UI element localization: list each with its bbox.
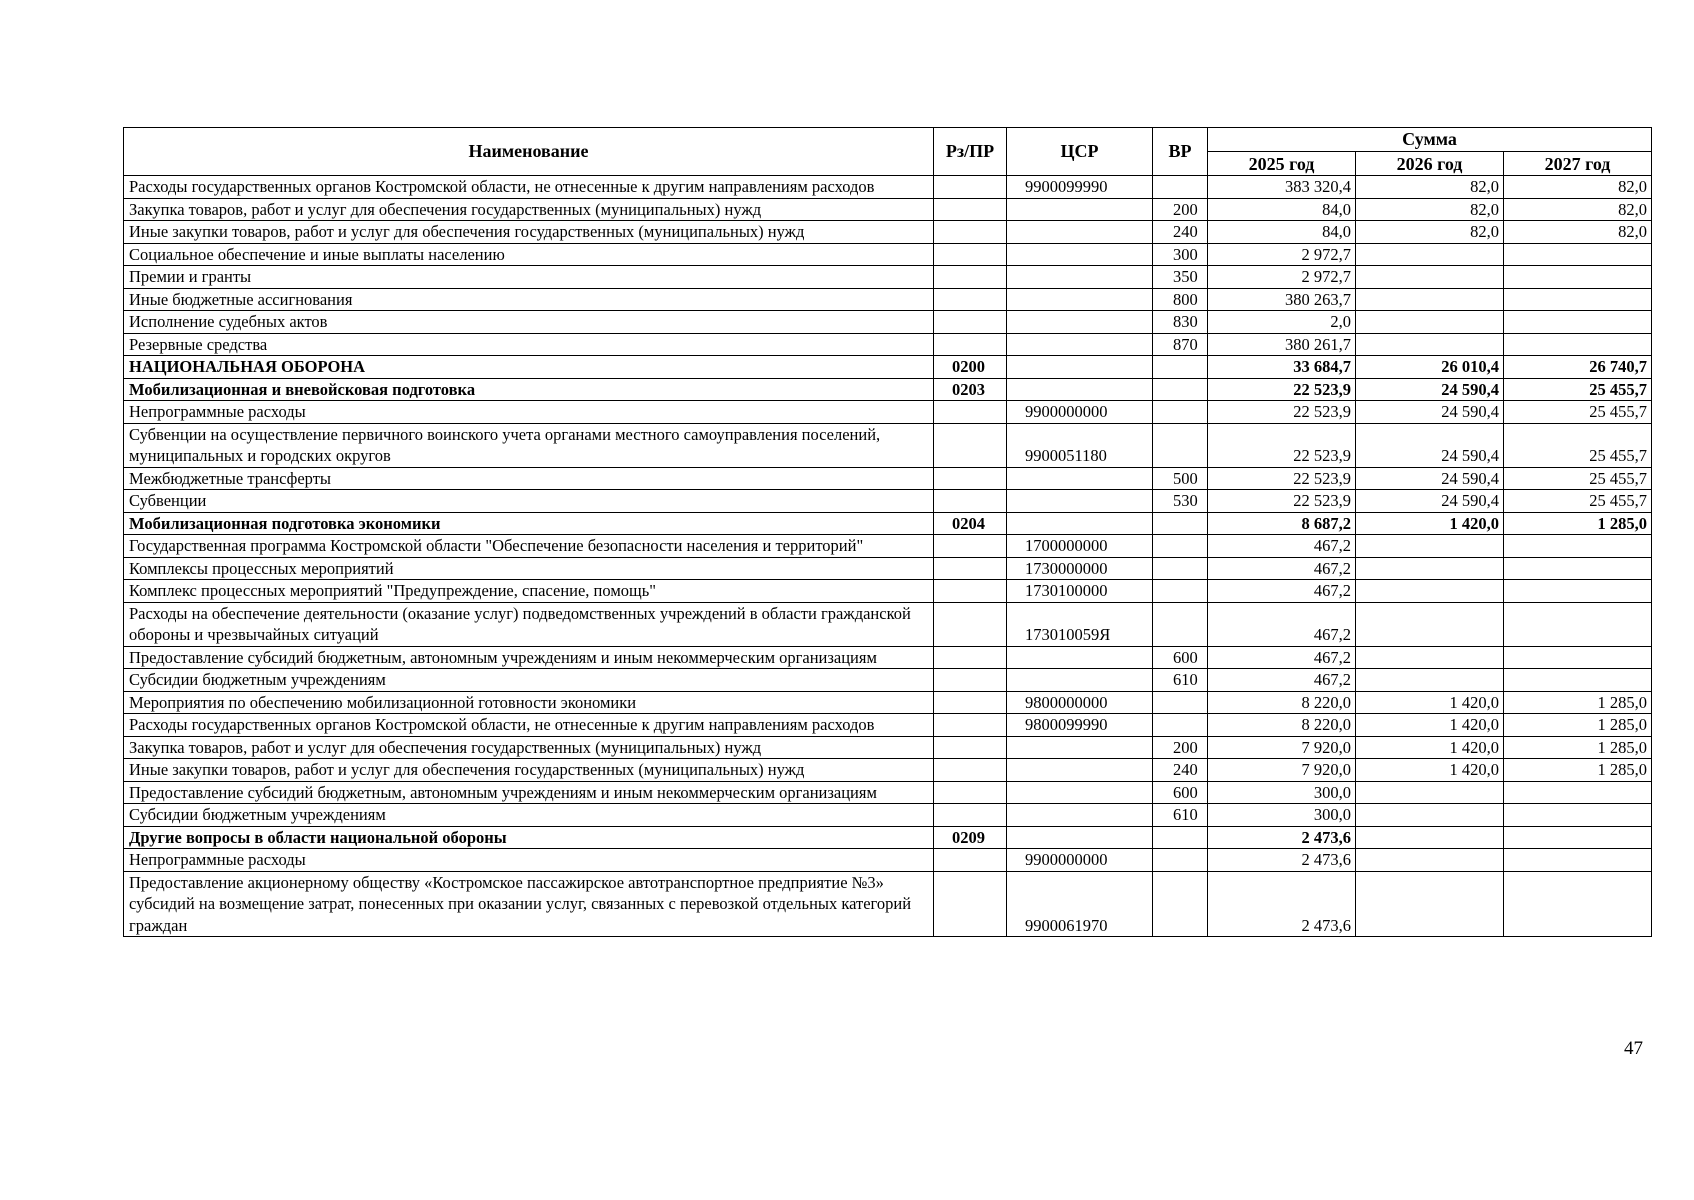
cell-2025: 8 687,2 [1208,512,1356,535]
table-row [124,736,1652,759]
cell-rzpr: 0203 [934,378,1007,401]
cell-csr [1007,266,1153,289]
table-row [124,557,1652,580]
cell-rzpr [934,333,1007,356]
cell-vr: 600 [1153,781,1208,804]
cell-2027: 1 285,0 [1504,759,1652,782]
cell-2027: 25 455,7 [1504,490,1652,513]
cell-csr [1007,356,1153,379]
cell-2026: 82,0 [1356,198,1504,221]
cell-name: Комплекс процессных мероприятий "Предупреждение, спасение, помощь" [124,580,934,603]
cell-2026 [1356,849,1504,872]
cell-name: Субвенции на осуществление первичного воинского учета органами местного самоуправления поселений, муниципальных и городских округов [124,423,934,467]
table-row [124,467,1652,490]
cell-name: Мобилизационная подготовка экономики [124,512,934,535]
cell-2027 [1504,333,1652,356]
cell-name: Предоставление акционерному обществу «Костромское пассажирское автотранспортное предприятие №3» субсидий на возмещение затрат, понесенных при оказании услуг, связанных с перевозкой отдельных категорий граждан [124,871,934,937]
cell-name: Мобилизационная и вневойсковая подготовка [124,378,934,401]
cell-vr [1153,580,1208,603]
cell-2026 [1356,557,1504,580]
cell-2025: 7 920,0 [1208,736,1356,759]
cell-2026: 24 590,4 [1356,423,1504,467]
cell-2025: 380 261,7 [1208,333,1356,356]
cell-csr [1007,669,1153,692]
cell-2027 [1504,535,1652,558]
cell-2025: 2 473,6 [1208,849,1356,872]
cell-name: Закупка товаров, работ и услуг для обеспечения государственных (муниципальных) нужд [124,198,934,221]
cell-rzpr [934,266,1007,289]
table-header [124,128,1652,176]
cell-csr: 1730000000 [1007,557,1153,580]
cell-csr [1007,759,1153,782]
cell-2026: 1 420,0 [1356,691,1504,714]
cell-2026: 24 590,4 [1356,378,1504,401]
cell-csr [1007,490,1153,513]
cell-vr [1153,602,1208,646]
table-row [124,535,1652,558]
cell-vr [1153,871,1208,937]
cell-2027 [1504,781,1652,804]
table-row [124,288,1652,311]
cell-2027: 82,0 [1504,198,1652,221]
table-row [124,759,1652,782]
cell-2025: 33 684,7 [1208,356,1356,379]
cell-2025: 7 920,0 [1208,759,1356,782]
budget-table [123,127,1652,937]
cell-2026 [1356,266,1504,289]
cell-vr [1153,849,1208,872]
cell-vr [1153,826,1208,849]
cell-2027 [1504,580,1652,603]
header-csr: ЦСР [1007,128,1153,176]
cell-vr: 500 [1153,467,1208,490]
table-row [124,871,1652,937]
cell-2025: 22 523,9 [1208,423,1356,467]
cell-2026: 26 010,4 [1356,356,1504,379]
table-row [124,198,1652,221]
cell-name: Расходы на обеспечение деятельности (оказание услуг) подведомственных учреждений в области гражданской обороны и чрезвычайных ситуаций [124,602,934,646]
cell-2026: 24 590,4 [1356,467,1504,490]
cell-vr [1153,512,1208,535]
cell-2027 [1504,602,1652,646]
cell-2027: 1 285,0 [1504,691,1652,714]
cell-2026 [1356,871,1504,937]
cell-vr [1153,378,1208,401]
cell-2026 [1356,243,1504,266]
cell-2027 [1504,557,1652,580]
table-row [124,669,1652,692]
table-row [124,512,1652,535]
cell-2026: 24 590,4 [1356,401,1504,424]
cell-2026 [1356,646,1504,669]
cell-csr: 9800099990 [1007,714,1153,737]
cell-vr [1153,423,1208,467]
cell-csr [1007,333,1153,356]
cell-name: Резервные средства [124,333,934,356]
cell-vr: 830 [1153,311,1208,334]
cell-rzpr [934,580,1007,603]
cell-name: Социальное обеспечение и иные выплаты населению [124,243,934,266]
table-row [124,333,1652,356]
cell-rzpr [934,669,1007,692]
cell-2025: 467,2 [1208,535,1356,558]
cell-rzpr [934,535,1007,558]
cell-rzpr [934,243,1007,266]
cell-vr: 200 [1153,198,1208,221]
cell-2026 [1356,826,1504,849]
cell-2027: 25 455,7 [1504,401,1652,424]
cell-csr [1007,198,1153,221]
cell-csr: 9900000000 [1007,849,1153,872]
cell-rzpr [934,781,1007,804]
cell-name: Предоставление субсидий бюджетным, автономным учреждениям и иным некоммерческим организациям [124,781,934,804]
table-row [124,691,1652,714]
cell-csr: 9900000000 [1007,401,1153,424]
cell-2026: 1 420,0 [1356,714,1504,737]
cell-name: Комплексы процессных мероприятий [124,557,934,580]
cell-2026 [1356,311,1504,334]
table-row [124,602,1652,646]
cell-2027: 25 455,7 [1504,423,1652,467]
table-row [124,804,1652,827]
cell-2026 [1356,804,1504,827]
cell-name: Непрограммные расходы [124,849,934,872]
cell-2026 [1356,781,1504,804]
table-row [124,849,1652,872]
cell-rzpr [934,736,1007,759]
cell-csr: 9900099990 [1007,176,1153,199]
cell-rzpr [934,691,1007,714]
cell-2026: 1 420,0 [1356,759,1504,782]
cell-vr: 240 [1153,221,1208,244]
cell-2026 [1356,580,1504,603]
cell-csr: 9900061970 [1007,871,1153,937]
cell-name: Закупка товаров, работ и услуг для обеспечения государственных (муниципальных) нужд [124,736,934,759]
cell-2027: 26 740,7 [1504,356,1652,379]
cell-name: Премии и гранты [124,266,934,289]
cell-csr [1007,826,1153,849]
cell-csr [1007,243,1153,266]
cell-name: Исполнение судебных актов [124,311,934,334]
cell-2026 [1356,333,1504,356]
cell-rzpr [934,423,1007,467]
cell-rzpr [934,804,1007,827]
header-name: Наименование [124,128,934,176]
cell-2026 [1356,602,1504,646]
cell-vr [1153,557,1208,580]
cell-2027 [1504,826,1652,849]
cell-rzpr [934,759,1007,782]
cell-2025: 84,0 [1208,221,1356,244]
cell-2026 [1356,669,1504,692]
cell-2026: 24 590,4 [1356,490,1504,513]
cell-rzpr [934,557,1007,580]
cell-2027 [1504,871,1652,937]
cell-csr [1007,781,1153,804]
cell-2025: 467,2 [1208,602,1356,646]
cell-vr [1153,401,1208,424]
cell-2027: 1 285,0 [1504,512,1652,535]
cell-vr: 530 [1153,490,1208,513]
cell-2027: 25 455,7 [1504,378,1652,401]
cell-rzpr [934,176,1007,199]
cell-2027 [1504,646,1652,669]
cell-name: Иные бюджетные ассигнования [124,288,934,311]
cell-name: Другие вопросы в области национальной обороны [124,826,934,849]
cell-2026 [1356,535,1504,558]
cell-2025: 22 523,9 [1208,490,1356,513]
cell-csr: 1700000000 [1007,535,1153,558]
header-sum: Сумма [1208,128,1652,152]
cell-rzpr: 0209 [934,826,1007,849]
cell-name: Расходы государственных органов Костромской области, не отнесенные к другим направлениям расходов [124,714,934,737]
table-row [124,423,1652,467]
cell-csr: 173010059Я [1007,602,1153,646]
cell-csr [1007,288,1153,311]
cell-vr [1153,176,1208,199]
cell-2025: 467,2 [1208,646,1356,669]
table-row [124,378,1652,401]
cell-vr: 800 [1153,288,1208,311]
cell-csr [1007,311,1153,334]
cell-name: Межбюджетные трансферты [124,467,934,490]
cell-2027 [1504,266,1652,289]
cell-vr: 610 [1153,669,1208,692]
cell-rzpr [934,849,1007,872]
cell-csr: 9800000000 [1007,691,1153,714]
cell-2025: 22 523,9 [1208,401,1356,424]
cell-vr: 200 [1153,736,1208,759]
header-year-2026: 2026 год [1356,152,1504,176]
table-row [124,826,1652,849]
cell-2026: 1 420,0 [1356,512,1504,535]
table-row [124,243,1652,266]
cell-csr [1007,467,1153,490]
table-row [124,176,1652,199]
cell-2025: 2,0 [1208,311,1356,334]
cell-2025: 467,2 [1208,557,1356,580]
cell-2025: 467,2 [1208,580,1356,603]
cell-csr: 9900051180 [1007,423,1153,467]
cell-2027 [1504,288,1652,311]
cell-csr: 1730100000 [1007,580,1153,603]
table-row [124,490,1652,513]
cell-name: Субвенции [124,490,934,513]
cell-rzpr [934,871,1007,937]
cell-csr [1007,221,1153,244]
cell-vr: 870 [1153,333,1208,356]
cell-vr: 600 [1153,646,1208,669]
table-body [124,176,1652,937]
cell-rzpr [934,311,1007,334]
header-vr: ВР [1153,128,1208,176]
cell-2025: 2 972,7 [1208,243,1356,266]
cell-name: Предоставление субсидий бюджетным, автономным учреждениям и иным некоммерческим организациям [124,646,934,669]
cell-2025: 22 523,9 [1208,378,1356,401]
cell-2025: 22 523,9 [1208,467,1356,490]
cell-csr [1007,512,1153,535]
cell-rzpr: 0200 [934,356,1007,379]
cell-vr: 610 [1153,804,1208,827]
cell-2025: 467,2 [1208,669,1356,692]
cell-2027: 25 455,7 [1504,467,1652,490]
cell-name: НАЦИОНАЛЬНАЯ ОБОРОНА [124,356,934,379]
cell-2027 [1504,849,1652,872]
cell-2027: 1 285,0 [1504,714,1652,737]
cell-2025: 8 220,0 [1208,714,1356,737]
cell-name: Субсидии бюджетным учреждениям [124,804,934,827]
cell-2025: 84,0 [1208,198,1356,221]
cell-name: Иные закупки товаров, работ и услуг для обеспечения государственных (муниципальных) нужд [124,221,934,244]
cell-vr [1153,691,1208,714]
cell-2025: 300,0 [1208,804,1356,827]
cell-2027: 82,0 [1504,221,1652,244]
cell-2026: 82,0 [1356,221,1504,244]
cell-rzpr [934,490,1007,513]
cell-2025: 2 473,6 [1208,826,1356,849]
header-year-2025: 2025 год [1208,152,1356,176]
cell-2025: 2 972,7 [1208,266,1356,289]
cell-2026: 1 420,0 [1356,736,1504,759]
table-row [124,356,1652,379]
page-number: 47 [1624,1038,1643,1059]
cell-name: Субсидии бюджетным учреждениям [124,669,934,692]
cell-2026: 82,0 [1356,176,1504,199]
table-row [124,646,1652,669]
header-year-2027: 2027 год [1504,152,1652,176]
table-row [124,781,1652,804]
table-row [124,714,1652,737]
cell-2025: 383 320,4 [1208,176,1356,199]
cell-csr [1007,804,1153,827]
cell-2027: 82,0 [1504,176,1652,199]
cell-rzpr [934,467,1007,490]
cell-vr: 350 [1153,266,1208,289]
cell-name: Иные закупки товаров, работ и услуг для обеспечения государственных (муниципальных) нужд [124,759,934,782]
cell-vr [1153,356,1208,379]
cell-name: Расходы государственных органов Костромской области, не отнесенные к другим направлениям расходов [124,176,934,199]
cell-vr [1153,535,1208,558]
table-row [124,221,1652,244]
cell-rzpr [934,714,1007,737]
cell-2027 [1504,243,1652,266]
table-row [124,311,1652,334]
cell-2025: 300,0 [1208,781,1356,804]
cell-vr [1153,714,1208,737]
cell-2025: 2 473,6 [1208,871,1356,937]
cell-name: Государственная программа Костромской области "Обеспечение безопасности населения и территорий" [124,535,934,558]
cell-rzpr: 0204 [934,512,1007,535]
table-row [124,580,1652,603]
header-rzpr: Рз/ПР [934,128,1007,176]
cell-csr [1007,646,1153,669]
cell-2025: 8 220,0 [1208,691,1356,714]
cell-2027: 1 285,0 [1504,736,1652,759]
cell-rzpr [934,288,1007,311]
table-row [124,401,1652,424]
cell-2027 [1504,804,1652,827]
cell-rzpr [934,198,1007,221]
cell-2027 [1504,669,1652,692]
cell-rzpr [934,401,1007,424]
cell-vr: 240 [1153,759,1208,782]
cell-2027 [1504,311,1652,334]
table-row [124,266,1652,289]
cell-2026 [1356,288,1504,311]
cell-csr [1007,736,1153,759]
cell-rzpr [934,221,1007,244]
cell-2025: 380 263,7 [1208,288,1356,311]
cell-name: Непрограммные расходы [124,401,934,424]
cell-rzpr [934,602,1007,646]
cell-name: Мероприятия по обеспечению мобилизационной готовности экономики [124,691,934,714]
cell-csr [1007,378,1153,401]
cell-vr: 300 [1153,243,1208,266]
cell-rzpr [934,646,1007,669]
